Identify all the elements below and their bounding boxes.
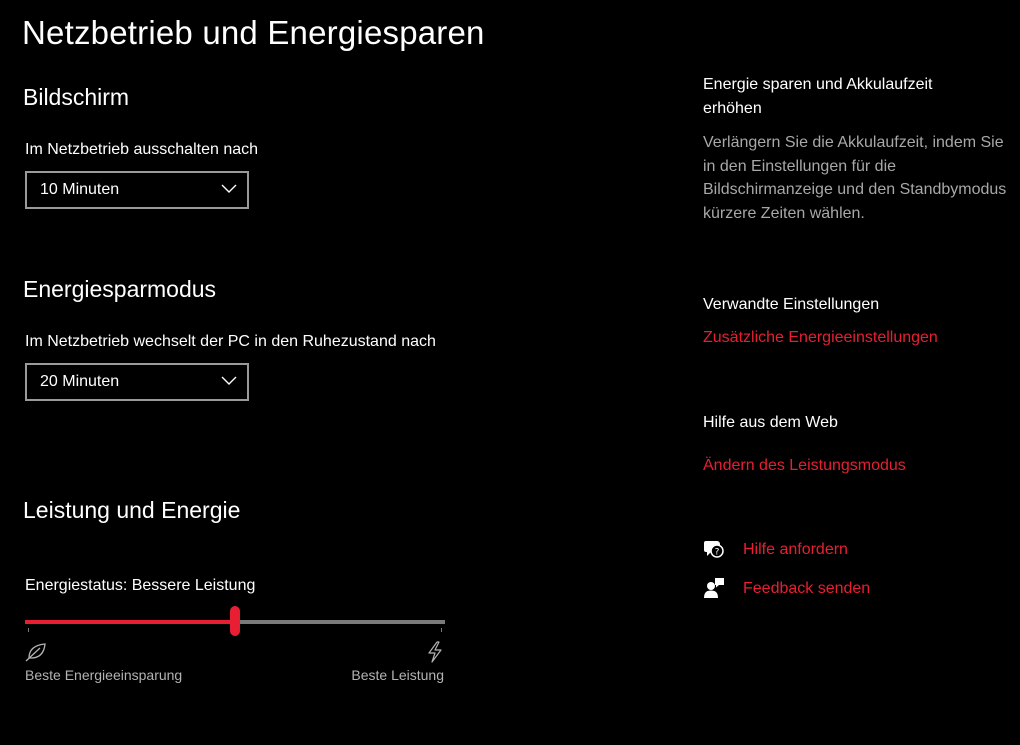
slider-rest: [235, 620, 445, 624]
page-title: Netzbetrieb und Energiesparen: [22, 14, 485, 51]
sleep-value: 20 Minuten: [40, 373, 120, 390]
slider-fill: [25, 620, 235, 624]
additional-power-settings-link[interactable]: Zusätzliche Energieeinstellungen: [703, 329, 938, 346]
screen-off-dropdown[interactable]: [25, 171, 249, 209]
slider-thumb[interactable]: [230, 606, 240, 636]
power-mode-slider[interactable]: [25, 620, 445, 624]
tips-text: Verlängern Sie die Akkulaufzeit, indem Sie in den Einstellungen für die Bildschirmanzeige und den Standbymodus kürzere Zeiten wählen.: [703, 134, 1007, 222]
send-feedback-link[interactable]: Feedback senden: [743, 580, 871, 597]
slider-tick: [441, 628, 442, 632]
power-status-label: Energiestatus: Bessere Leistung: [25, 577, 256, 594]
slider-tick: [28, 628, 29, 632]
chevron-down-icon: [221, 376, 237, 386]
web-help-heading: Hilfe aus dem Web: [703, 414, 838, 431]
slider-right-label: Beste Leistung: [351, 667, 444, 683]
screen-off-value: 10 Minuten: [40, 181, 120, 198]
feedback-person-icon: [703, 577, 725, 599]
section-title-screen: Bildschirm: [23, 84, 130, 110]
section-title-sleep: Energiesparmodus: [23, 276, 217, 302]
related-settings-heading: Verwandte Einstellungen: [703, 296, 880, 313]
tips-heading: Energie sparen und Akkulaufzeit erhöhen: [703, 76, 933, 117]
section-title-power: Leistung und Energie: [23, 497, 241, 523]
chevron-down-icon: [221, 184, 237, 194]
slider-left-label: Beste Energieeinsparung: [25, 667, 183, 683]
lightning-icon: [426, 641, 444, 663]
change-power-mode-link[interactable]: Ändern des Leistungsmodus: [703, 457, 906, 474]
sleep-dropdown[interactable]: [25, 363, 249, 401]
chat-help-icon: [703, 538, 725, 560]
get-help-link[interactable]: Hilfe anfordern: [743, 541, 848, 558]
sleep-label: Im Netzbetrieb wechselt der PC in den Ruhezustand nach: [25, 333, 436, 350]
leaf-icon: [25, 642, 47, 662]
screen-off-label: Im Netzbetrieb ausschalten nach: [25, 141, 259, 158]
svg-text:?: ?: [714, 547, 720, 558]
